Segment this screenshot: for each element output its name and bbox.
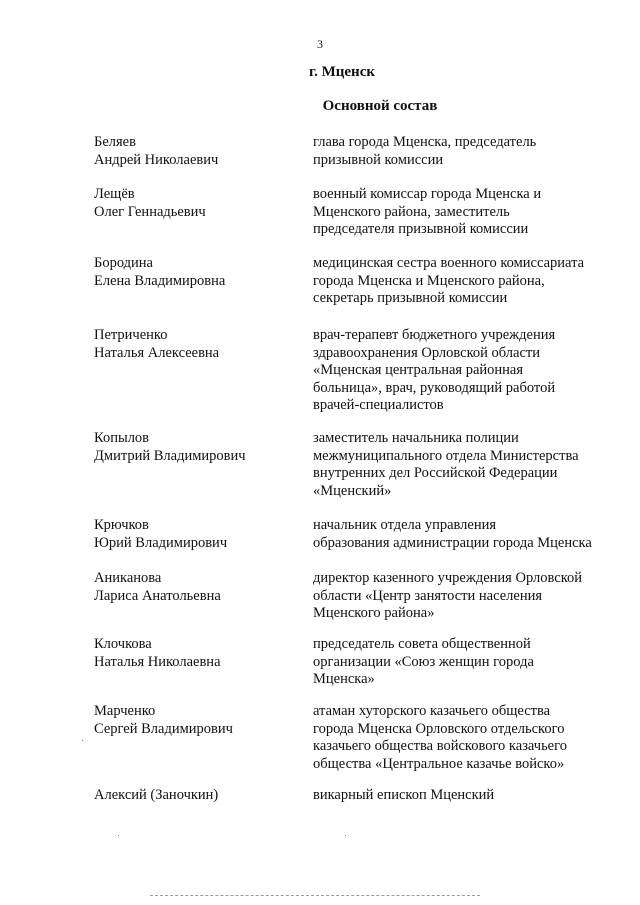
member-role: [313, 570, 623, 623]
scan-artifact: [345, 835, 346, 836]
member-name-line: Копылов: [94, 430, 150, 446]
member-name-line: Лариса Анатольевна: [94, 587, 221, 604]
member-role-line: председатель совета общественной: [313, 636, 531, 652]
member-name-line: Марченко: [94, 703, 156, 719]
member-name-line: Лещёв: [94, 186, 135, 202]
member-role: [313, 430, 623, 500]
member-role-line: образования администрации города Мценска: [313, 534, 592, 551]
member-role: [313, 255, 623, 308]
member-role-line: медицинская сестра военного комиссариата: [313, 255, 585, 271]
member-name: [94, 703, 294, 738]
member-name-line: Наталья Николаевна: [94, 653, 221, 670]
city-heading: г. Мценск: [308, 64, 376, 80]
member-role-line: викарный епископ Мценский: [313, 787, 495, 803]
member-role-line: больница», врач, руководящий работой: [313, 379, 556, 396]
member-name: [94, 570, 294, 605]
member-role-line: внутренних дел Российской Федерации: [313, 465, 558, 481]
member-role-line: «Мценский»: [313, 482, 392, 499]
member-name: [94, 255, 294, 290]
member-name: [94, 134, 294, 169]
member-name-line: Елена Владимировна: [94, 272, 226, 289]
member-name: [94, 517, 294, 552]
member-role-line: атаман хуторского казачьего общества: [313, 703, 551, 719]
member-name-line: Олег Геннадьевич: [94, 203, 206, 220]
member-name: [94, 787, 294, 805]
scan-artifact: [82, 740, 83, 741]
member-role-line: организации «Союз женщин города: [313, 653, 534, 670]
member-role-line: «Мценская центральная районная: [313, 362, 524, 378]
member-name-line: Петриченко: [94, 327, 168, 343]
member-role: [313, 517, 623, 552]
member-name: [94, 186, 294, 221]
member-role-line: города Мценска и Мценского района,: [313, 272, 545, 289]
member-name-line: Алексий (Заночкин): [94, 787, 219, 803]
member-role-line: директор казенного учреждения Орловской: [313, 570, 583, 586]
member-role-line: Мценского района, заместитель: [313, 203, 510, 220]
member-role-line: области «Центр занятости населения: [313, 587, 543, 604]
member-role-line: межмуниципального отдела Министерства: [313, 447, 579, 464]
member-name-line: Аниканова: [94, 570, 162, 586]
member-name-line: Юрий Владимирович: [94, 534, 228, 551]
member-role: [313, 134, 623, 169]
member-role-line: председателя призывной комиссии: [313, 221, 529, 237]
member-role-line: заместитель начальника полиции: [313, 430, 519, 446]
member-name: [94, 327, 294, 362]
member-role: [313, 327, 623, 415]
member-role: [313, 186, 623, 239]
member-role-line: призывной комиссии: [313, 151, 444, 168]
member-role-line: здравоохранения Орловской области: [313, 344, 540, 361]
member-role-line: Мценского района»: [313, 605, 435, 621]
member-role-line: секретарь призывной комиссии: [313, 290, 508, 306]
member-name-line: Сергей Владимирович: [94, 720, 233, 737]
member-role-line: врач-терапевт бюджетного учреждения: [313, 327, 556, 343]
member-role-line: врачей-специалистов: [313, 397, 444, 413]
member-role-line: глава города Мценска, председатель: [313, 134, 537, 150]
member-name-line: Бородина: [94, 255, 153, 271]
member-name-line: Клочкова: [94, 636, 152, 652]
member-role-line: казачьего общества войскового казачьего: [313, 738, 567, 754]
member-role-line: начальник отдела управления: [313, 517, 497, 533]
page-number: 3: [317, 37, 323, 51]
scan-artifact: [118, 835, 119, 836]
member-name: [94, 636, 294, 671]
member-role-line: Мценска»: [313, 671, 375, 687]
member-role: [313, 703, 623, 773]
member-role: [313, 787, 623, 805]
member-name-line: Крючков: [94, 517, 149, 533]
scan-bottom-line: [150, 895, 480, 897]
member-name: [94, 430, 294, 465]
section-heading: Основной состав: [322, 98, 438, 114]
member-name-line: Беляев: [94, 134, 136, 150]
member-role-line: военный комиссар города Мценска и: [313, 186, 542, 202]
member-name-line: Андрей Николаевич: [94, 151, 219, 168]
member-role-line: города Мценска Орловского отдельского: [313, 720, 565, 737]
member-role-line: общества «Центральное казачье войско»: [313, 755, 565, 772]
member-name-line: Дмитрий Владимирович: [94, 447, 246, 464]
member-name-line: Наталья Алексеевна: [94, 344, 220, 361]
member-role: [313, 636, 623, 689]
